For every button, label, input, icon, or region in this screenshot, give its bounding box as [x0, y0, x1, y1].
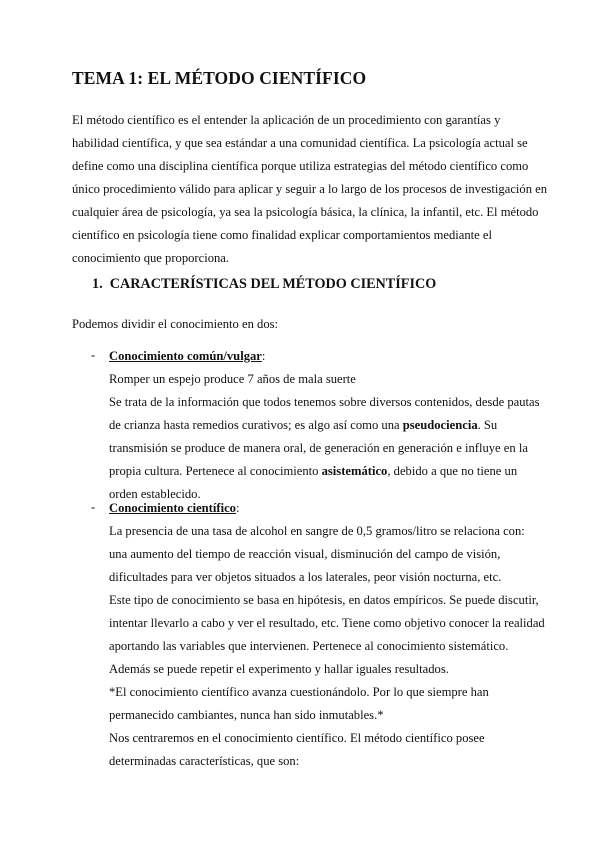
- item-text-line: Se trata de la información que todos tenemos sobre diversos contenidos, desde pautas: [109, 395, 540, 409]
- text-span: propia cultura. Pertenece al conocimiento: [109, 464, 322, 478]
- intro-line: cualquier área de psicología, ya sea la psicología básica, la clínica, la infantil, etc. El método: [72, 205, 539, 219]
- item-text-line: permanecido cambiantes, nunca han sido inmutables.*: [109, 708, 384, 722]
- item-text-line: Nos centraremos en el conocimiento científico. El método científico posee: [109, 731, 485, 745]
- item-text-line: aportando las variables que intervienen. Pertenece al conocimiento sistemático.: [109, 639, 509, 653]
- intro-line: define como una disciplina científica porque utiliza estrategias del método científico como: [72, 159, 529, 173]
- item-colon: :: [261, 349, 266, 363]
- text-span: , debido a que no tiene un: [387, 464, 518, 478]
- text-span: de crianza hasta remedios curativos; es algo así como una: [109, 418, 403, 432]
- section-number: 1.: [92, 276, 103, 292]
- item-heading: [109, 348, 265, 364]
- item-text-line: transmisión se produce de manera oral, de generación en generación e influye en la: [109, 441, 528, 455]
- section-title: CARACTERÍSTICAS DEL MÉTODO CIENTÍFICO: [109, 276, 437, 292]
- intro-line: científico en psicología tiene como finalidad explicar comportamientos mediante el: [72, 228, 492, 242]
- intro-line: conocimiento que proporciona.: [72, 251, 230, 265]
- item-colon: :: [235, 501, 240, 515]
- intro-line: El método científico es el entender la aplicación de un procedimiento con garantías y: [72, 113, 501, 127]
- item-text-line: Además se puede repetir el experimento y hallar iguales resultados.: [109, 662, 449, 676]
- item-text-line: intentar llevarlo a cabo y ver el resultado, etc. Tiene como objetivo conocer la realidad: [109, 616, 545, 630]
- text-span: . Su: [477, 418, 498, 432]
- bullet-marker: -: [91, 500, 96, 514]
- item-term: Conocimiento científico: [109, 501, 236, 515]
- section-lead: Podemos dividir el conocimiento en dos:: [72, 317, 279, 331]
- bold-term: asistemático: [321, 464, 388, 478]
- item-text-line: Este tipo de conocimiento se basa en hipótesis, en datos empíricos. Se puede discutir,: [109, 593, 539, 607]
- item-text-line: una aumento del tiempo de reacción visual, disminución del campo de visión,: [109, 547, 501, 561]
- bullet-marker: -: [91, 348, 96, 362]
- bold-term: pseudociencia: [402, 418, 478, 432]
- item-text-line: [109, 417, 497, 433]
- example-line: Romper un espejo produce 7 años de mala suerte: [109, 372, 356, 386]
- item-text-line: [109, 463, 517, 479]
- intro-line: único procedimiento válido para aplicar y seguir a lo largo de los procesos de investigación en: [72, 182, 548, 196]
- item-text-line: orden establecido.: [109, 487, 201, 501]
- item-heading: [109, 500, 239, 516]
- page-title: TEMA 1: EL MÉTODO CIENTÍFICO: [72, 68, 367, 88]
- item-term: Conocimiento común/vulgar: [109, 349, 262, 363]
- section-heading: [92, 276, 436, 293]
- item-text-line: La presencia de una tasa de alcohol en sangre de 0,5 gramos/litro se relaciona con:: [109, 524, 525, 538]
- item-text-line: *El conocimiento científico avanza cuestionándolo. Por lo que siempre han: [109, 685, 489, 699]
- item-text-line: determinadas características, que son:: [109, 754, 300, 768]
- item-text-line: dificultades para ver objetos situados a los laterales, peor visión nocturna, etc.: [109, 570, 502, 584]
- intro-line: habilidad científica, y que sea estándar a una comunidad científica. La psicología actual se: [72, 136, 528, 150]
